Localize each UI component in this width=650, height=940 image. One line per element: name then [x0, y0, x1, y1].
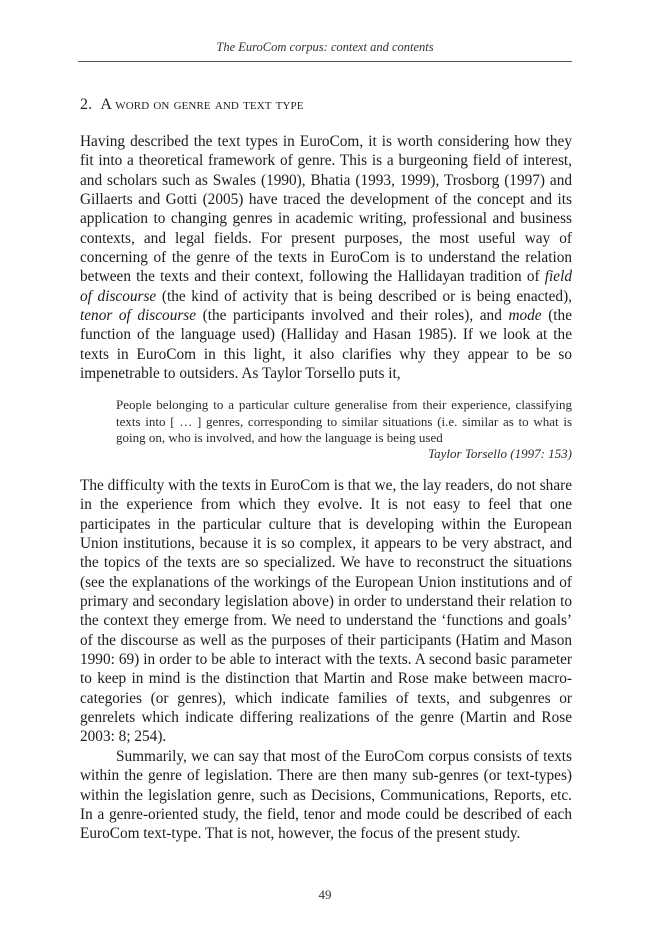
- section-heading: [80, 96, 304, 114]
- text-span: (the function of the language used) (Halliday and Hasan 1985). If we look at the texts in EuroCom in this light, it also clarifies why they appear to be so impenetrable to outsiders. As Taylor Torsello puts it,: [80, 307, 572, 383]
- paragraph-difficulty: The difficulty with the texts in EuroCom is that we, the lay readers, do not share in the experience from which they evolve. It is not easy to feel that one participates in the particular culture that is developing within the European Union institutions, because it is so complex, it appears to be very abstract, and the topics of the texts are so specialized. We have to reconstruct the situations (see the explanations of the workings of the European Union institutions and of primary and secondary legislation above) in order to understand their relation to the context they emerge from. We need to understand the ‘functions and goals’ of the discourse as well as the purposes of their participants (Hatim and Mason 1990: 69) in order to be able to interact with the texts. A second basic parameter to keep in mind is the distinction that Martin and Rose make between macro-categories (or genres), which indicate families of texts, and subgenres or genrelets which indicate differing realizations of the genre (Martin and Rose 2003: 8; 254).: [80, 477, 572, 746]
- term-mode: mode: [508, 307, 542, 325]
- section-number: 2.: [80, 96, 93, 113]
- header-rule: [78, 61, 572, 62]
- block-quote: People belonging to a particular culture generalise from their experience, classifying texts into [ … ] genres, corresponding to similar situations (i.e. similar as to what is going on, who is involved, and how the language is being used: [116, 397, 572, 446]
- paragraph-genre-framework: [80, 132, 572, 383]
- text-span: Having described the text types in EuroCom, it is worth considering how they fit into a theoretical framework of genre. This is a burgeoning field of interest, and scholars such as Swales (1990), Bhatia (1993, 1999), Trosborg (1997) and Gillaerts and Gotti (2005) have traced the development of the concept and its application to changing genres in academic writing, professional and business contexts, and legal fields. For present purposes, the most useful way of concerning of the genre of the texts in EuroCom is to understand the relation between the texts and their context, following the Hallidayan tradition of: [80, 133, 572, 286]
- quote-citation: Taylor Torsello (1997: 153): [428, 446, 572, 461]
- section-title: A word on genre and text type: [100, 96, 304, 113]
- term-tenor-of-discourse: tenor of discourse: [80, 307, 197, 325]
- paragraph-summary: Summarily, we can say that most of the EuroCom corpus consists of texts within the genre of legislation. There are then many sub-genres (or text-types) within the legislation genre, such as Decisions, Communications, Reports, etc. In a genre-oriented study, the field, tenor and mode could be described of each EuroCom text-type. That is not, however, the focus of the present study.: [80, 748, 572, 843]
- running-head: The EuroCom corpus: context and contents: [216, 40, 434, 54]
- text-span: (the participants involved and their roles), and: [196, 307, 509, 325]
- term-field-of-discourse: field of discourse: [80, 268, 572, 305]
- text-span: (the kind of activity that is being described or is being enacted),: [156, 287, 573, 305]
- page-number: 49: [318, 887, 332, 902]
